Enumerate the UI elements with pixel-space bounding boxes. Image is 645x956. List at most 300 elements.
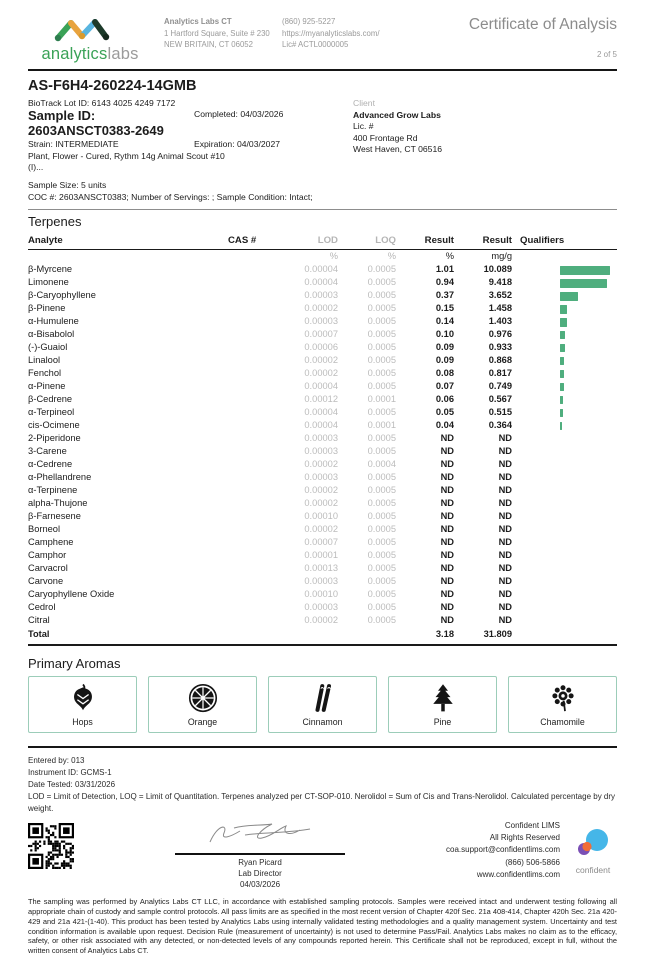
table-row [28, 316, 617, 329]
qualifier-cell [512, 368, 617, 381]
aroma-label: Cinnamon [302, 716, 343, 727]
result-pct-value: 0.04 [435, 420, 454, 431]
analyte-name: 3-Carene [28, 446, 67, 457]
lod-value: 0.00002 [304, 303, 338, 314]
cas-value [228, 588, 276, 601]
table-row [28, 459, 617, 472]
qualifier-cell [512, 277, 617, 290]
table-row [28, 562, 617, 575]
result-mgg-value: 3.652 [488, 290, 512, 301]
result-bar [560, 266, 610, 275]
analyte-name: α-Phellandrene [28, 472, 92, 483]
result-bar [560, 370, 564, 379]
result-mgg-value: 0.868 [488, 355, 512, 366]
analyte-name: α-Bisabolol [28, 329, 75, 340]
analyte-name: β-Myrcene [28, 264, 73, 275]
page-indicator: 2 of 5 [596, 50, 617, 59]
total-result-pct: 3.18 [396, 627, 454, 644]
result-pct-value: ND [440, 511, 454, 522]
orange-icon [188, 683, 218, 713]
cas-value [228, 498, 276, 511]
analyte-name: Limonene [28, 277, 69, 288]
lod-value: 0.00002 [304, 368, 338, 379]
result-mgg-value: ND [498, 459, 512, 470]
result-mgg-value: 1.403 [488, 316, 512, 327]
entered-by: Entered by: 013 [28, 755, 85, 765]
instrument-id: Instrument ID: GCMS-1 [28, 767, 112, 777]
analyte-name: α-Terpineol [28, 407, 75, 418]
qualifier-cell [512, 381, 617, 394]
table-row [28, 342, 617, 355]
qualifier-cell [512, 575, 617, 588]
loq-value: 0.0005 [367, 511, 396, 522]
analyte-name: α-Cedrene [28, 459, 73, 470]
table-row [28, 524, 617, 537]
qualifier-cell [512, 433, 617, 446]
lod-value: 0.00001 [304, 550, 338, 561]
lod-value: 0.00002 [304, 524, 338, 535]
qualifier-cell [512, 524, 617, 537]
strain: Strain: INTERMEDIATE [28, 139, 119, 150]
col-loq: LOQ [338, 234, 396, 250]
result-pct-value: ND [440, 446, 454, 457]
sample-id: Sample ID: 2603ANSCT0383-2649 [28, 108, 164, 139]
qualifier-cell [512, 407, 617, 420]
lab-contact-block [282, 16, 414, 51]
total-row [28, 627, 617, 644]
cas-value [228, 433, 276, 446]
result-mgg-value: ND [498, 511, 512, 522]
lod-value: 0.00012 [304, 394, 338, 405]
table-row [28, 614, 617, 627]
disclaimer-text: The sampling was performed by Analytics Labs CT LLC, in accordance with established sampling protocols. Samples were received intact and underwent testing following all appropriate chain of custody and sample control protocols. All pass limits are as specified in the most recent version of Chapter 420f Sec. 21a 408-414, Chapter 420h Sec. 21a 420-429 and 21a 421-(1-40). This product has been tested by Analytics Labs using internally validated testing methodologies and a quality management system. Uncertainty and test condition information is available upon request. Decision Rule (measurement of uncertainty) is not used to determine Pass/Fail. Analytics Labs makes no claim as to the efficacy, safety, or other risk associated with any detected, or non-detected levels of any compounds reported herein. This Certificate shall not be reproduced, except in full, without the written consent of Analytics Labs CT. [28, 897, 617, 956]
result-mgg-value: 0.976 [488, 329, 512, 340]
loq-value: 0.0005 [367, 355, 396, 366]
result-mgg-value: 0.817 [488, 368, 512, 379]
cinnamon-icon [308, 683, 338, 713]
col-qualifiers: Qualifiers [512, 234, 617, 250]
loq-value: 0.0005 [367, 264, 396, 275]
qualifier-cell [512, 614, 617, 627]
result-mgg-value: ND [498, 498, 512, 509]
footer-meta [28, 755, 617, 815]
cas-value [228, 303, 276, 316]
qualifier-cell [512, 355, 617, 368]
cas-value [228, 277, 276, 290]
cas-value [228, 407, 276, 420]
lod-value: 0.00007 [304, 329, 338, 340]
loq-value: 0.0005 [367, 368, 396, 379]
lims-brand: confident [575, 864, 611, 875]
cas-value [228, 316, 276, 329]
lod-value: 0.00003 [304, 446, 338, 457]
lims-name: Confident LIMS [504, 820, 560, 830]
lod-value: 0.00003 [304, 316, 338, 327]
logo-text-analytics: analytics [41, 45, 108, 63]
cas-value [228, 614, 276, 627]
result-mgg-value: ND [498, 602, 512, 613]
analyte-name: Caryophyllene Oxide [28, 589, 115, 600]
col-analyte: Analyte [28, 234, 228, 250]
result-pct-value: 0.14 [435, 316, 454, 327]
table-row [28, 588, 617, 601]
table-row [28, 575, 617, 588]
cas-value [228, 524, 276, 537]
lod-value: 0.00002 [304, 498, 338, 509]
lod-value: 0.00002 [304, 485, 338, 496]
cas-value [228, 537, 276, 550]
matrix-line2: (I)... [28, 161, 44, 172]
table-row [28, 303, 617, 316]
hops-icon [68, 683, 98, 713]
lod-value: 0.00004 [304, 277, 338, 288]
loq-value: 0.0005 [367, 342, 396, 353]
analytics-labs-logo-icon [50, 16, 130, 43]
result-mgg-value: 0.364 [488, 420, 512, 431]
table-row [28, 329, 617, 342]
qualifier-cell [512, 394, 617, 407]
qualifier-cell [512, 588, 617, 601]
analyte-name: α-Humulene [28, 316, 79, 327]
sample-details [28, 98, 353, 203]
qualifier-cell [512, 485, 617, 498]
signer-name: Ryan Picard [238, 857, 282, 867]
loq-value: 0.0005 [367, 524, 396, 535]
cas-value [228, 264, 276, 277]
analyte-name: Citral [28, 615, 50, 625]
result-bar [560, 383, 564, 392]
table-header-row [28, 234, 617, 250]
table-row [28, 355, 617, 368]
table-row [28, 472, 617, 485]
loq-value: 0.0005 [367, 290, 396, 301]
aromas-divider [28, 746, 617, 748]
qualifier-cell [512, 549, 617, 562]
cas-value [228, 472, 276, 485]
loq-value: 0.0005 [367, 407, 396, 418]
qualifier-cell [512, 601, 617, 614]
analyte-name: Carvacrol [28, 563, 68, 574]
loq-value: 0.0005 [367, 576, 396, 587]
result-bar [560, 318, 567, 327]
lab-name: Analytics Labs CT [164, 17, 232, 26]
table-row [28, 433, 617, 446]
table-row [28, 420, 617, 433]
result-bar [560, 357, 564, 366]
loq-value: 0.0005 [367, 589, 396, 600]
aroma-label: Hops [72, 716, 93, 727]
qualifier-cell [512, 329, 617, 342]
lod-value: 0.00003 [304, 576, 338, 587]
lod-value: 0.00002 [304, 355, 338, 366]
loq-value: 0.0005 [367, 316, 396, 327]
qualifier-cell [512, 446, 617, 459]
result-bar [560, 396, 563, 405]
cas-value [228, 446, 276, 459]
result-bar [560, 305, 567, 314]
table-row [28, 485, 617, 498]
result-bar [560, 331, 565, 340]
result-pct-value: ND [440, 524, 454, 535]
result-pct-value: ND [440, 576, 454, 587]
qualifier-cell [512, 562, 617, 575]
aroma-box-chamomile [508, 676, 617, 733]
pine-icon [428, 683, 458, 713]
col-result-mgg: Result [454, 234, 512, 250]
qualifier-cell [512, 537, 617, 550]
result-bar [560, 292, 578, 301]
result-pct-value: ND [440, 589, 454, 600]
loq-value: 0.0005 [367, 303, 396, 314]
cas-value [228, 562, 276, 575]
analyte-name: β-Pinene [28, 303, 66, 314]
loq-value: 0.0005 [367, 433, 396, 444]
result-pct-value: 0.15 [435, 303, 454, 314]
result-pct-value: ND [440, 537, 454, 548]
lab-address-block [164, 16, 282, 51]
table-row [28, 290, 617, 303]
terpene-table [28, 234, 617, 646]
cas-value [228, 575, 276, 588]
client-license: Lic. # [353, 121, 374, 132]
cas-value [228, 355, 276, 368]
loq-value: 0.0005 [367, 381, 396, 392]
result-bar [560, 422, 562, 431]
col-lod: LOD [276, 234, 338, 250]
result-mgg-value: ND [498, 550, 512, 561]
result-bar [560, 279, 607, 288]
result-pct-value: ND [440, 615, 454, 625]
unit-result-mgg: mg/g [491, 250, 512, 261]
loq-value: 0.0005 [367, 329, 396, 340]
table-row [28, 537, 617, 550]
result-pct-value: 0.07 [435, 381, 454, 392]
client-label: Client [353, 98, 375, 108]
lab-url: https://myanalyticslabs.com/ [282, 28, 380, 38]
lims-phone: (866) 506-5866 [505, 857, 560, 867]
date-tested: Date Tested: 03/31/2026 [28, 779, 116, 789]
result-mgg-value: 9.418 [488, 277, 512, 288]
analyte-name: alpha-Thujone [28, 498, 88, 509]
lab-logo [28, 16, 152, 64]
result-pct-value: ND [440, 433, 454, 444]
result-pct-value: 0.08 [435, 368, 454, 379]
analyte-name: Camphene [28, 537, 74, 548]
lims-block [446, 820, 617, 882]
cas-value [228, 329, 276, 342]
lims-email: coa.support@confidentlims.com [446, 845, 560, 855]
lod-value: 0.00003 [304, 472, 338, 483]
result-mgg-value: ND [498, 563, 512, 574]
total-result-mgg: 31.809 [454, 627, 512, 644]
result-bar [560, 344, 565, 353]
qualifier-cell [512, 498, 617, 511]
table-row [28, 381, 617, 394]
aroma-label: Pine [433, 716, 452, 727]
cas-value [228, 394, 276, 407]
analyte-name: cis-Ocimene [28, 420, 80, 431]
signer-date: 04/03/2026 [239, 880, 281, 890]
aroma-label: Chamomile [540, 716, 585, 727]
terpene-table-body [28, 249, 617, 627]
cas-value [228, 290, 276, 303]
loq-value: 0.0005 [367, 615, 396, 625]
table-row [28, 446, 617, 459]
lod-value: 0.00010 [304, 589, 338, 600]
client-name: Advanced Grow Labs [353, 109, 441, 120]
loq-value: 0.0005 [367, 537, 396, 548]
qualifier-cell [512, 459, 617, 472]
result-pct-value: 1.01 [435, 264, 454, 275]
table-row [28, 368, 617, 381]
lod-value: 0.00006 [304, 342, 338, 353]
aroma-box-pine [388, 676, 497, 733]
header [28, 0, 617, 69]
terpenes-section-title: Terpenes [28, 213, 82, 229]
cas-value [228, 601, 276, 614]
lod-value: 0.00013 [304, 563, 338, 574]
table-row [28, 601, 617, 614]
result-mgg-value: ND [498, 615, 512, 625]
logo-text-labs: labs [107, 45, 139, 63]
qualifier-cell [512, 420, 617, 433]
result-pct-value: ND [440, 498, 454, 509]
result-mgg-value: ND [498, 524, 512, 535]
qualifier-cell [512, 303, 617, 316]
loq-value: 0.0001 [367, 394, 396, 405]
coa-id-title: AS-F6H4-260224-14GMB [28, 78, 197, 94]
lod-value: 0.00004 [304, 420, 338, 431]
unit-lod: % [329, 250, 338, 261]
cas-value [228, 485, 276, 498]
lims-url: www.confidentlims.com [476, 870, 560, 880]
aromas-section-title: Primary Aromas [28, 655, 121, 671]
analyte-name: Cedrol [28, 602, 56, 613]
loq-value: 0.0005 [367, 498, 396, 509]
result-mgg-value: ND [498, 537, 512, 548]
loq-value: 0.0005 [367, 563, 396, 574]
table-row [28, 498, 617, 511]
lod-value: 0.00003 [304, 602, 338, 613]
qualifier-cell [512, 264, 617, 277]
analyte-name: β-Caryophyllene [28, 290, 96, 301]
qualifier-cell [512, 511, 617, 524]
chamomile-icon [548, 683, 578, 713]
cas-value [228, 459, 276, 472]
lod-value: 0.00010 [304, 511, 338, 522]
table-row [28, 264, 617, 277]
aroma-row [28, 676, 617, 733]
result-pct-value: 0.05 [435, 407, 454, 418]
lod-value: 0.00004 [304, 407, 338, 418]
signature-block [170, 820, 350, 891]
result-mgg-value: ND [498, 589, 512, 600]
result-mgg-value: ND [498, 485, 512, 496]
cas-value [228, 342, 276, 355]
result-pct-value: ND [440, 459, 454, 470]
analyte-name: α-Pinene [28, 381, 66, 392]
qualifier-cell [512, 290, 617, 303]
result-mgg-value: ND [498, 576, 512, 587]
result-pct-value: 0.94 [435, 277, 454, 288]
unit-result-pct: % [445, 250, 454, 261]
sample-divider [28, 209, 617, 210]
total-label: Total [28, 627, 228, 644]
result-mgg-value: 0.515 [488, 407, 512, 418]
lims-rights: All Rights Reserved [489, 833, 560, 843]
coc-line: COC #: 2603ANSCT0383; Number of Servings: ; Sample Condition: Intact; [28, 191, 313, 202]
result-mgg-value: 10.089 [483, 264, 512, 275]
result-mgg-value: 0.749 [488, 381, 512, 392]
client-address2: West Haven, CT 06516 [353, 144, 443, 155]
analyte-name: Fenchol [28, 368, 62, 379]
analyte-name: β-Farnesene [28, 511, 81, 522]
result-mgg-value: ND [498, 446, 512, 457]
analyte-name: α-Terpinene [28, 485, 78, 496]
result-bar [560, 409, 563, 418]
result-mgg-value: 0.567 [488, 394, 512, 405]
unit-loq: % [387, 250, 396, 261]
qualifier-cell [512, 342, 617, 355]
lod-value: 0.00003 [304, 290, 338, 301]
result-pct-value: 0.09 [435, 342, 454, 353]
completed-date: Completed: 04/03/2026 [194, 109, 284, 120]
client-address1: 400 Frontage Rd [353, 132, 418, 143]
loq-value: 0.0005 [367, 277, 396, 288]
aroma-box-orange [148, 676, 257, 733]
loq-value: 0.0005 [367, 550, 396, 561]
lod-value: 0.00003 [304, 433, 338, 444]
table-row [28, 394, 617, 407]
col-result-pct: Result [396, 234, 454, 250]
lod-value: 0.00002 [304, 459, 338, 470]
qualifier-cell [512, 316, 617, 329]
cas-value [228, 368, 276, 381]
table-row [28, 549, 617, 562]
client-block [353, 98, 442, 203]
loq-value: 0.0005 [367, 446, 396, 457]
cas-value [228, 549, 276, 562]
sample-size: Sample Size: 5 units [28, 180, 107, 191]
expiration-date: Expiration: 04/03/2027 [194, 139, 281, 150]
lod-note: LOD = Limit of Detection, LOQ = Limit of Quantitation. Terpenes analyzed per CT-SOP-010. Nerolidol = Sum of Cis and Trans-Nerolidol. Calculated percentage by dry weight. [28, 791, 616, 813]
analyte-name: Linalool [28, 355, 61, 366]
result-pct-value: ND [440, 550, 454, 561]
result-mgg-value: ND [498, 433, 512, 444]
cas-value [228, 420, 276, 433]
lab-address-line1: 1 Hartford Square, Suite # 230 [164, 28, 270, 38]
aroma-box-hops [28, 676, 137, 733]
cas-value [228, 381, 276, 394]
confident-logo-icon [574, 827, 612, 859]
qr-code [28, 823, 74, 869]
result-pct-value: 0.10 [435, 329, 454, 340]
result-pct-value: ND [440, 563, 454, 574]
lod-value: 0.00004 [304, 264, 338, 275]
header-right [469, 16, 617, 59]
table-row [28, 511, 617, 524]
lod-value: 0.00004 [304, 381, 338, 392]
signer-title: Lab Director [238, 868, 282, 878]
document-title: Certificate of Analysis [468, 16, 617, 33]
lod-value: 0.00007 [304, 537, 338, 548]
loq-value: 0.0005 [367, 485, 396, 496]
analyte-name: (-)-Guaiol [28, 342, 68, 353]
sample-info-section [28, 98, 617, 203]
result-mgg-value: 0.933 [488, 342, 512, 353]
signature-row [28, 820, 617, 891]
result-pct-value: ND [440, 472, 454, 483]
